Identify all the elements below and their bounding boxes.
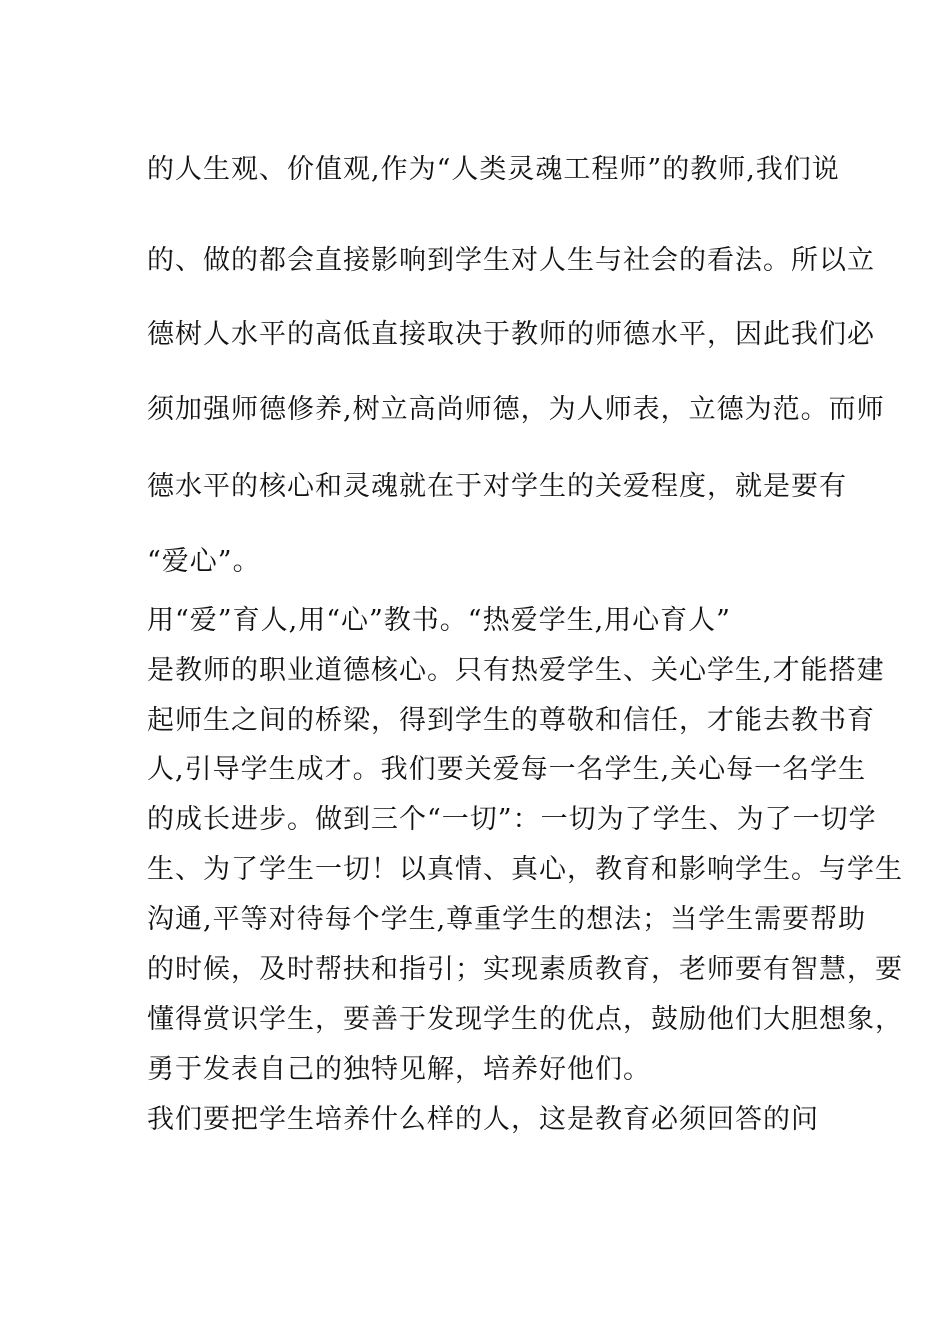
text-line: 起师生之间的桥梁，得到学生的尊敬和信任，才能去教书育 — [147, 705, 875, 736]
text-line: 沟通,平等对待每个学生,尊重学生的想法；当学生需要帮助 — [147, 904, 867, 935]
text-line: “爱心”。 — [147, 546, 261, 577]
text-line: 德水平的核心和灵魂就在于对学生的关爱程度，就是要有 — [147, 471, 847, 502]
text-line: 须加强师德修养,树立高尚师德，为人师表，立德为范。而师 — [147, 394, 885, 425]
text-line: 的、做的都会直接影响到学生对人生与社会的看法。所以立 — [147, 245, 875, 276]
text-line: 的成长进步。做到三个“一切”：一切为了学生、为了一切学 — [147, 804, 877, 835]
text-line: 的人生观、价值观,作为“人类灵魂工程师”的教师,我们说 — [147, 154, 840, 185]
text-line: 人,引导学生成才。我们要关爱每一名学生,关心每一名学生 — [147, 754, 867, 785]
text-line: 用“爱”育人,用“心”教书。“热爱学生,用心育人” — [147, 605, 731, 636]
text-line: 德树人水平的高低直接取决于教师的师德水平，因此我们必 — [147, 319, 875, 350]
text-line: 是教师的职业道德核心。只有热爱学生、关心学生,才能搭建 — [147, 655, 885, 686]
text-line: 懂得赏识学生，要善于发现学生的优点，鼓励他们大胆想象， — [147, 1004, 903, 1035]
text-line: 我们要把学生培养什么样的人，这是教育必须回答的问 — [147, 1104, 819, 1135]
text-line: 勇于发表自己的独特见解，培养好他们。 — [147, 1054, 651, 1085]
text-line: 的时候，及时帮扶和指引；实现素质教育，老师要有智慧，要 — [147, 954, 903, 985]
text-line: 生、为了学生一切！以真情、真心，教育和影响学生。与学生 — [147, 854, 903, 885]
